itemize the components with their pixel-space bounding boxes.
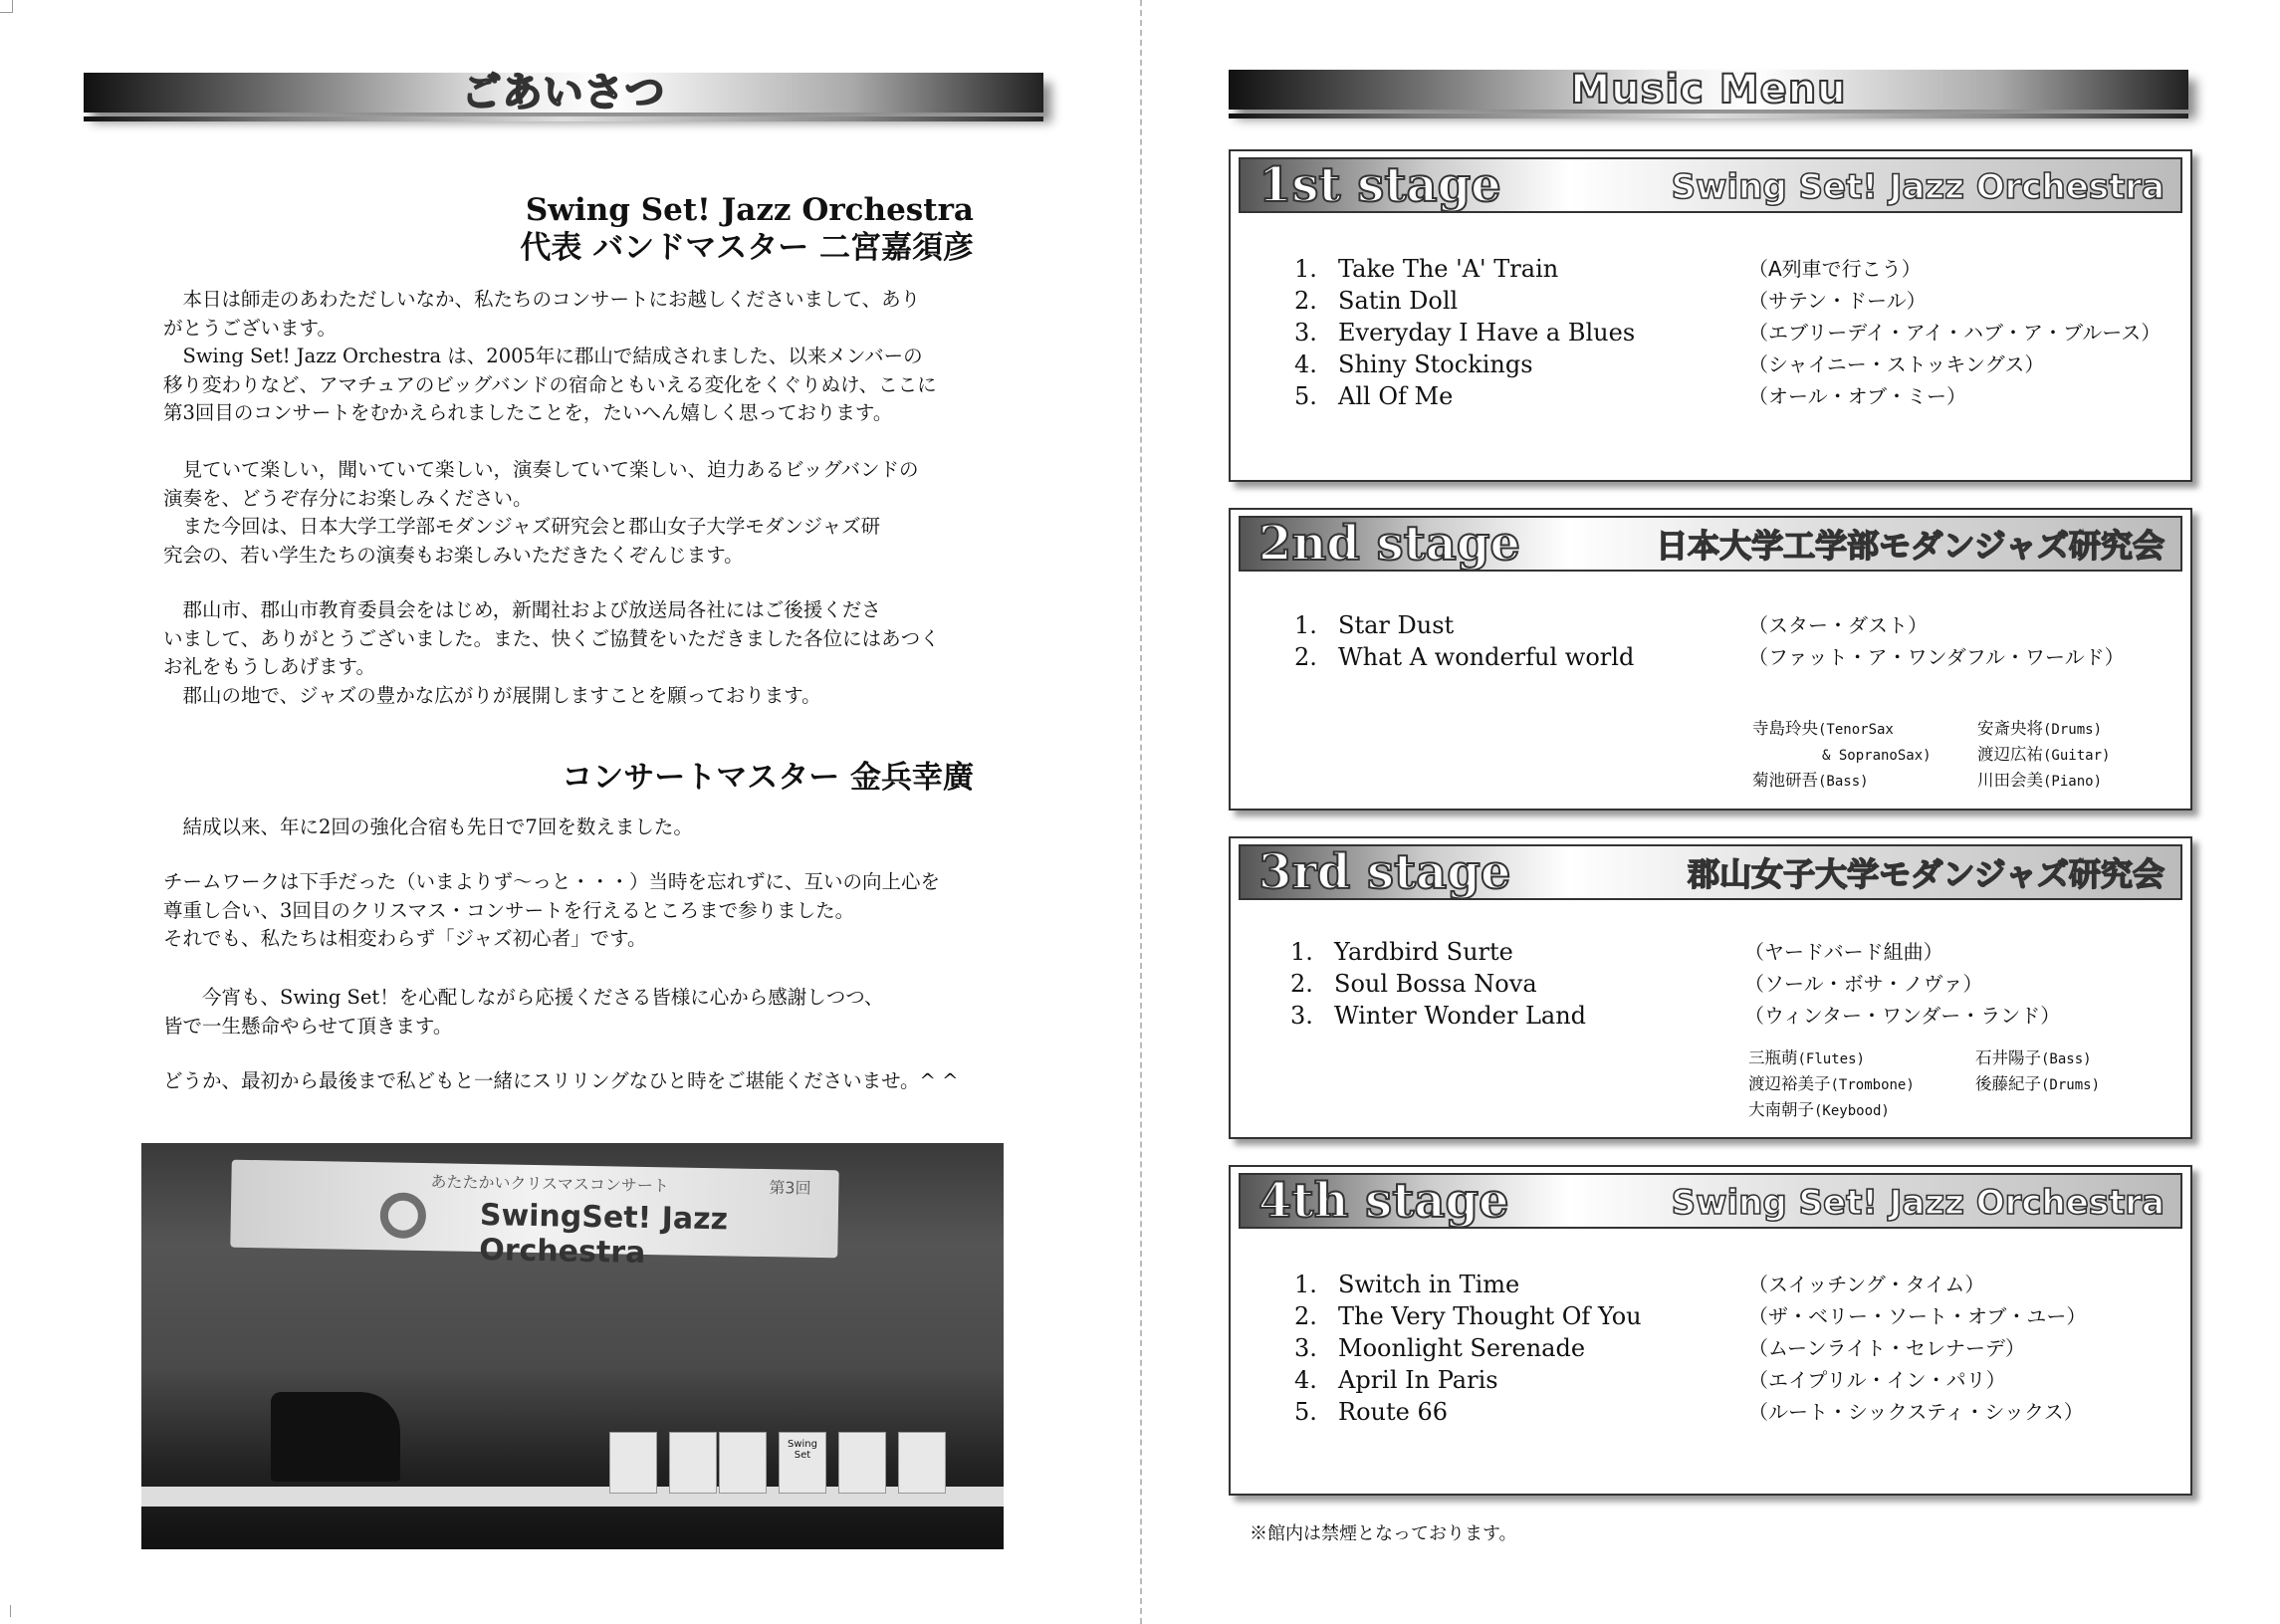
- no-smoking-note: ※館内は禁煙となっております。: [1250, 1523, 1517, 1544]
- master-paragraph-4: どうか、最初から最後まで私どもと一緒にスリリングなひと時をご堪能くださいませ。^ ^: [163, 1069, 959, 1092]
- greeting-paragraph-2: 見ていて楽しい，聞いていて楽しい，演奏していて楽しい、迫力あるビッグバンドの 演奏を、どうぞ存分にお楽しみください。 また今回は、日本大学工学部モダンジャズ研究会と郡山女子大学モダンジャズ研 究会の、若い学生たちの演奏もお楽しみいただきたくぞんじます。: [163, 458, 919, 567]
- song-title: April In Paris: [1338, 1366, 1498, 1394]
- song-number: 3.: [1290, 1002, 1313, 1030]
- song-title: Soul Bossa Nova: [1334, 970, 1537, 998]
- greeting-paragraph-1: 本日は師走のあわただしいなか、私たちのコンサートにお越しくださいまして、あり がとうございます。 Swing Set! Jazz Orchestra は、2005年に郡山で結成されました、以来メンバーの 移り変わりなど、アマチュアのビッグバンドの宿命ともいえる変化をくぐりぬけ、ここに 第3回目のコンサートをむかえられましたことを，たいへん嬉しく思っております。: [163, 288, 937, 424]
- song-kana: （ザ・ベリー・ソート・オブ・ユー）: [1748, 1304, 2087, 1328]
- song-kana: （エイプリル・イン・パリ）: [1748, 1368, 2006, 1392]
- banner-right-text: 第3回: [769, 1178, 811, 1198]
- banner-subtitle: あたたかいクリスマスコンサート: [430, 1172, 669, 1196]
- song-number: 1.: [1290, 938, 1313, 966]
- song-kana: （サテン・ドール）: [1748, 289, 1927, 313]
- music-menu-title: Music Menu: [1570, 67, 1847, 113]
- member: 川田会美(Piano): [1977, 771, 2103, 790]
- song-number: 1.: [1294, 1271, 1317, 1298]
- song-title: Winter Wonder Land: [1334, 1002, 1587, 1030]
- stage-4-band: Swing Set! Jazz Orchestra: [1671, 1183, 2165, 1223]
- stage-1-box: [1229, 149, 2192, 482]
- member: 渡辺裕美子(Trombone): [1748, 1074, 1915, 1093]
- wreath-icon: [379, 1192, 426, 1239]
- member: 大南朝子(Keybood): [1748, 1100, 1890, 1119]
- song-kana: （ファット・ア・ワンダフル・ワールド）: [1748, 645, 2125, 669]
- song-number: 5.: [1294, 382, 1317, 410]
- master-paragraph-3: 今宵も、Swing Set！を心配しながら応援くださる皆様に心から感謝しつつ、 皆で一生懸命やらせて頂きます。: [163, 986, 884, 1038]
- song-title: Everyday I Have a Blues: [1338, 319, 1636, 347]
- song-title: Star Dust: [1338, 611, 1455, 639]
- song-title: Moonlight Serenade: [1338, 1334, 1586, 1362]
- song-number: 2.: [1294, 643, 1317, 671]
- greeting-paragraph-3: 郡山市、郡山市教育委員会をはじめ，新聞社および放送局各社にはご後援くださ いまして、ありがとうございました。また、快くご協賛をいただきました各位にはあつく お礼をもうしあげます。 郡山の地で、ジャズの豊かな広がりが展開しますことを願っております。: [163, 598, 940, 707]
- song-number: 5.: [1294, 1398, 1317, 1426]
- crop-mark-bottom-left: [0, 1605, 11, 1617]
- song-number: 3.: [1294, 319, 1317, 347]
- stage-1-name: 1st stage: [1258, 157, 1501, 213]
- song-title: Route 66: [1338, 1398, 1448, 1426]
- song-kana: （A列車で行こう）: [1748, 257, 1922, 281]
- song-number: 3.: [1294, 1334, 1317, 1362]
- song-number: 4.: [1294, 1366, 1317, 1394]
- greeting-header-title: ごあいさつ: [461, 70, 666, 116]
- music-menu-header-bar: [1229, 67, 2188, 113]
- stage-3-box: [1229, 836, 2192, 1139]
- fold-line: [1140, 0, 1142, 1624]
- stage-1-band: Swing Set! Jazz Orchestra: [1671, 167, 2165, 207]
- stage-banner: [230, 1160, 838, 1271]
- greeting-signature: 代表 バンドマスター 二宮嘉須彦: [520, 230, 974, 266]
- song-kana: （ムーンライト・セレナーデ）: [1748, 1336, 2025, 1360]
- member: 三瓶萌(Flutes): [1748, 1048, 1865, 1067]
- stage-2-box: [1229, 508, 2192, 811]
- master-paragraph-2: チームワークは下手だった（いまよりず〜っと・・・）当時を忘れずに、互いの向上心を 尊重し合い、3回目のクリスマス・コンサートを行えるところまで参りました。 それでも、私たちは相変わらず「ジャズ初心者」です。: [163, 870, 941, 950]
- song-kana: （オール・オブ・ミー）: [1748, 384, 1966, 408]
- song-kana: （エブリーデイ・アイ・ハブ・ア・ブルース）: [1748, 321, 2162, 345]
- member: & SopranoSax): [1822, 748, 1932, 764]
- stage-2-name: 2nd stage: [1258, 516, 1520, 572]
- song-title: Take The 'A' Train: [1338, 255, 1559, 283]
- stand-label: Swing Set: [788, 1439, 817, 1461]
- member: 渡辺広祐(Guitar): [1977, 745, 2111, 764]
- concert-photo: [141, 1143, 1004, 1549]
- song-kana: （スイッチング・タイム）: [1748, 1273, 1985, 1296]
- song-number: 2.: [1294, 287, 1317, 315]
- stage-3-name: 3rd stage: [1258, 844, 1511, 900]
- piano-icon: [271, 1392, 400, 1482]
- concert-master-signature: コンサートマスター 金兵幸廣: [562, 760, 974, 796]
- song-kana: （シャイニー・ストッキングス）: [1748, 352, 2045, 376]
- song-number: 2.: [1290, 970, 1313, 998]
- greeting-org: Swing Set! Jazz Orchestra: [525, 192, 974, 228]
- member: 菊池研吾(Bass): [1752, 771, 1869, 790]
- member: 寺島玲央(TenorSax: [1752, 719, 1894, 738]
- song-number: 2.: [1294, 1302, 1317, 1330]
- song-title: Switch in Time: [1338, 1271, 1520, 1298]
- member: 石井陽子(Bass): [1975, 1048, 2092, 1067]
- song-kana: （ヤードバード組曲）: [1744, 940, 1943, 964]
- crop-mark-top-left: [0, 0, 13, 13]
- member: 後藤紀子(Drums): [1975, 1074, 2101, 1093]
- stage-4-box: [1229, 1165, 2192, 1496]
- song-kana: （ウィンター・ワンダー・ランド）: [1744, 1004, 2061, 1028]
- song-number: 4.: [1294, 350, 1317, 378]
- song-kana: （ソール・ボサ・ノヴァ）: [1744, 972, 1983, 996]
- banner-title: SwingSet! Jazz Orchestra: [478, 1198, 729, 1271]
- song-title: All Of Me: [1338, 382, 1454, 410]
- greeting-header-bar: [84, 70, 1043, 116]
- song-title: Shiny Stockings: [1338, 350, 1533, 378]
- song-title: Yardbird Surte: [1334, 938, 1513, 966]
- song-kana: （スター・ダスト）: [1748, 613, 1928, 637]
- master-paragraph-1: 結成以来、年に2回の強化合宿も先日で7回を数えました。: [163, 815, 693, 838]
- song-number: 1.: [1294, 255, 1317, 283]
- stage-4-name: 4th stage: [1258, 1173, 1509, 1229]
- song-title: Satin Doll: [1338, 287, 1459, 315]
- song-title: The Very Thought Of You: [1338, 1302, 1642, 1330]
- song-title: What A wonderful world: [1338, 643, 1635, 671]
- stage-2-band: 日本大学工学部モダンジャズ研究会: [1656, 527, 2165, 565]
- member: 安斎央将(Drums): [1977, 719, 2103, 738]
- stage-3-band: 郡山女子大学モダンジャズ研究会: [1688, 855, 2165, 893]
- song-number: 1.: [1294, 611, 1317, 639]
- song-kana: （ルート・シックスティ・シックス）: [1748, 1400, 2084, 1424]
